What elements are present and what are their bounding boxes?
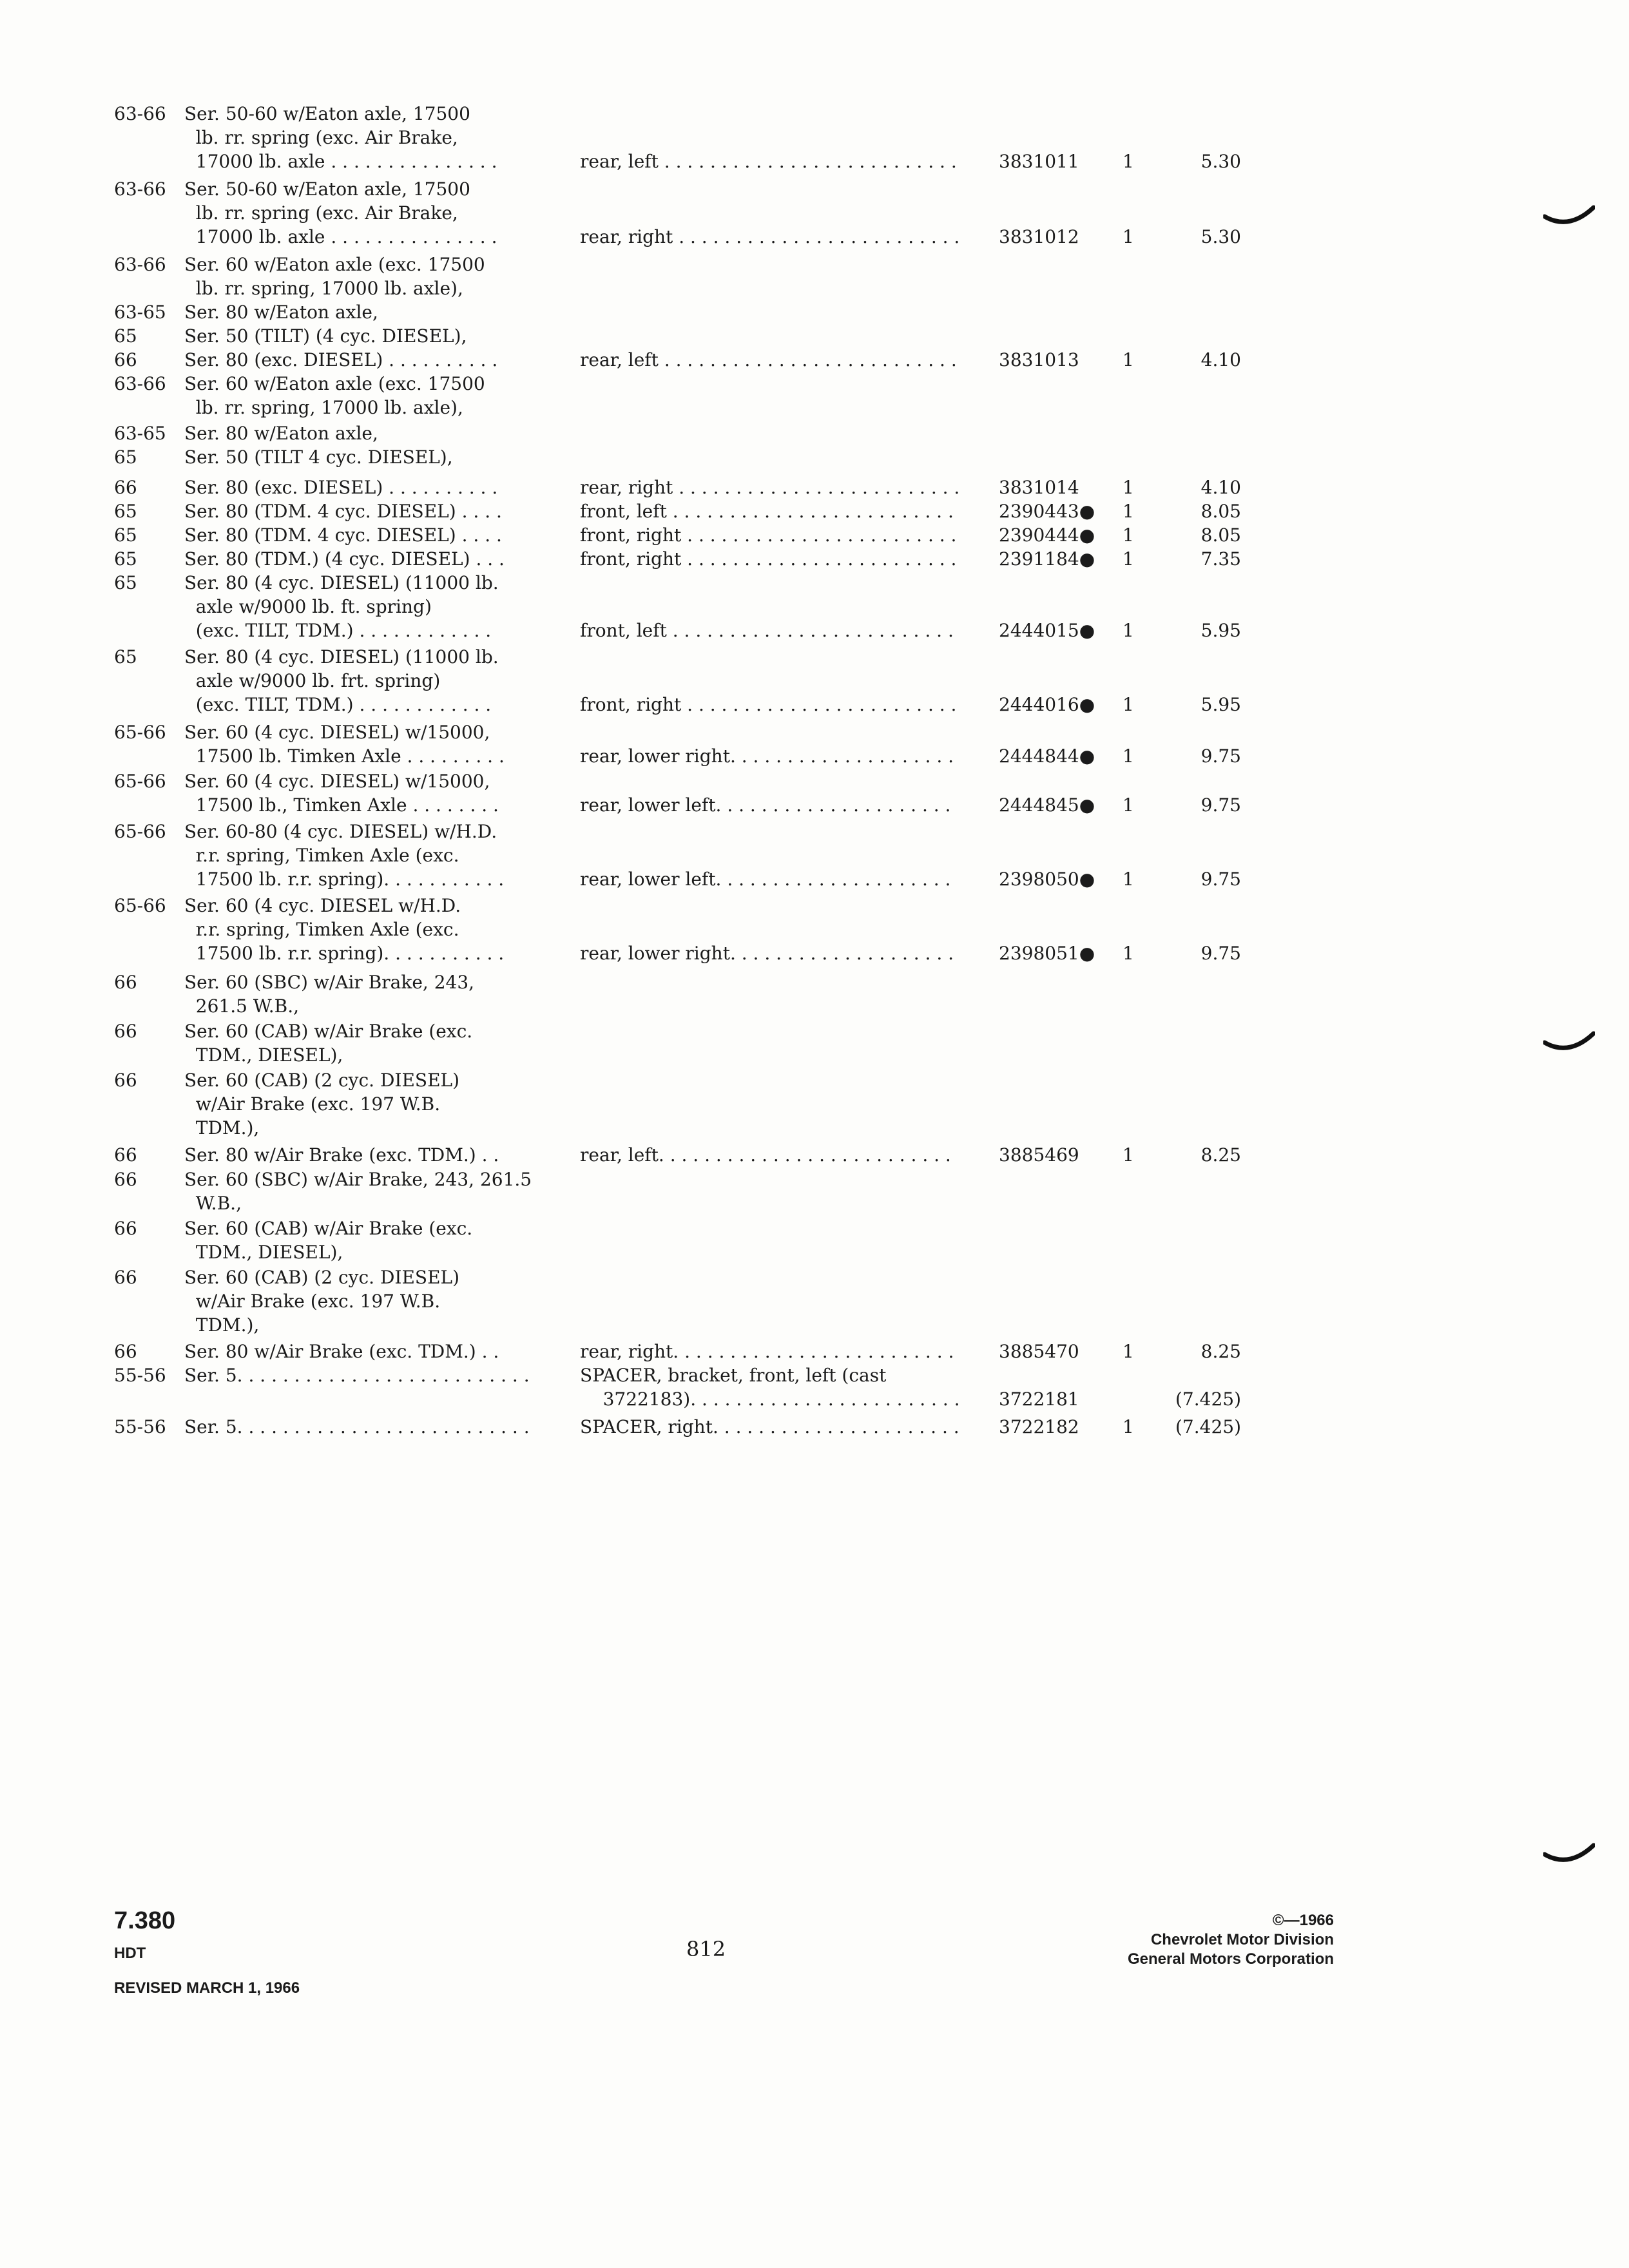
part-number-cell: 2444016● [999, 694, 1095, 715]
description-cell: rear, right . . . . . . . . . . . . . . . . . . . . . . . . . [580, 226, 960, 247]
parts-row [0, 918, 1629, 942]
corporation-name: General Motors Corporation [1127, 1950, 1334, 1968]
application-cell: Ser. 60 w/Eaton axle (exc. 17500 [184, 373, 485, 394]
parts-row [0, 1019, 1629, 1044]
description-cell: SPACER, bracket, front, left (cast [580, 1365, 887, 1386]
parts-row [0, 1387, 1629, 1412]
application-cell: TDM., DIESEL), [184, 1044, 343, 1066]
quantity-cell: 1 [1123, 943, 1134, 964]
part-number-cell: 3885470 [999, 1341, 1079, 1362]
parts-row [0, 253, 1629, 277]
parts-row [0, 372, 1629, 396]
quantity-cell: 1 [1123, 524, 1134, 546]
quantity-cell: 1 [1123, 151, 1134, 172]
catalog-code: HDT [114, 1945, 146, 1962]
parts-row [0, 720, 1629, 745]
year-cell: 66 [114, 1341, 137, 1362]
price-cell: 5.30 [1200, 226, 1241, 247]
part-number-cell: 2444845● [999, 794, 1095, 816]
price-cell: 5.95 [1200, 620, 1241, 641]
application-cell: Ser. 80 (TDM. 4 cyc. DIESEL) . . . . [184, 524, 502, 546]
parts-row [0, 1043, 1629, 1068]
quantity-cell: 1 [1123, 477, 1134, 498]
application-cell: Ser. 80 (TDM.) (4 cyc. DIESEL) . . . [184, 548, 505, 570]
year-cell: 65 [114, 325, 137, 347]
binder-tick-mark [1543, 205, 1595, 231]
application-cell: Ser. 60 (CAB) w/Air Brake (exc. [184, 1218, 473, 1239]
application-cell: axle w/9000 lb. frt. spring) [184, 670, 441, 691]
parts-row [0, 1143, 1629, 1168]
year-cell: 66 [114, 1267, 137, 1288]
application-cell: Ser. 60 (4 cyc. DIESEL w/H.D. [184, 895, 461, 916]
price-cell: 8.05 [1200, 501, 1241, 522]
year-cell: 63-65 [114, 423, 166, 444]
application-cell: lb. rr. spring (exc. Air Brake, [184, 202, 458, 224]
copyright-notice: ©—1966 [1272, 1912, 1334, 1929]
quantity-cell: 1 [1123, 1341, 1134, 1362]
section-number: 7.380 [114, 1907, 176, 1934]
application-cell: Ser. 60 (4 cyc. DIESEL) w/15000, [184, 722, 490, 743]
quantity-cell: 1 [1123, 1416, 1134, 1437]
price-cell: 9.75 [1200, 869, 1241, 890]
parts-row [0, 1240, 1629, 1265]
part-number-cell: 2390444● [999, 524, 1095, 546]
application-cell: lb. rr. spring (exc. Air Brake, [184, 127, 458, 148]
parts-row [0, 126, 1629, 150]
parts-row [0, 476, 1629, 500]
parts-row [0, 1168, 1629, 1192]
part-number-cell: 2444015● [999, 620, 1095, 641]
year-cell: 65 [114, 646, 137, 668]
part-number-cell: 2444844● [999, 745, 1095, 767]
application-cell: w/Air Brake (exc. 197 W.B. [184, 1093, 441, 1115]
parts-row [0, 149, 1629, 174]
parts-row [0, 324, 1629, 349]
description-cell: rear, lower left. . . . . . . . . . . . . . . . . . . . . [580, 794, 951, 816]
parts-row [0, 1191, 1629, 1216]
year-cell: 63-66 [114, 373, 166, 394]
part-number-cell: 3885469 [999, 1144, 1079, 1166]
price-cell: 9.75 [1200, 745, 1241, 767]
year-cell: 63-66 [114, 103, 166, 124]
parts-row [0, 1068, 1629, 1093]
application-cell: Ser. 60 (CAB) w/Air Brake (exc. [184, 1021, 473, 1042]
parts-row [0, 1415, 1629, 1439]
parts-row [0, 1116, 1629, 1140]
application-cell: r.r. spring, Timken Axle (exc. [184, 919, 459, 940]
price-cell: 9.75 [1200, 943, 1241, 964]
parts-row [0, 102, 1629, 126]
application-cell: axle w/9000 lb. ft. spring) [184, 596, 432, 617]
application-cell: 17000 lb. axle . . . . . . . . . . . . . . . [184, 226, 497, 247]
application-cell: Ser. 80 w/Air Brake (exc. TDM.) . . [184, 1341, 499, 1362]
part-number-cell: 2398051● [999, 943, 1095, 964]
application-cell: lb. rr. spring, 17000 lb. axle), [184, 397, 463, 418]
publisher-block [1031, 1911, 1334, 1969]
parts-row [0, 970, 1629, 995]
price-cell: 4.10 [1200, 477, 1241, 498]
price-cell: (7.425) [1175, 1389, 1241, 1410]
parts-row [0, 300, 1629, 325]
part-number-cell: 3722182 [999, 1416, 1079, 1437]
parts-row [0, 1216, 1629, 1241]
application-cell: Ser. 80 w/Eaton axle, [184, 302, 378, 323]
year-cell: 66 [114, 477, 137, 498]
part-number-cell: 3722181 [999, 1389, 1079, 1410]
parts-row [0, 645, 1629, 669]
application-cell: 17500 lb., Timken Axle . . . . . . . . [184, 794, 499, 816]
application-cell: Ser. 50-60 w/Eaton axle, 17500 [184, 178, 470, 200]
year-cell: 63-66 [114, 254, 166, 275]
quantity-cell: 1 [1123, 501, 1134, 522]
parts-row [0, 1289, 1629, 1314]
parts-row [0, 744, 1629, 769]
price-cell: 5.95 [1200, 694, 1241, 715]
application-cell: Ser. 50-60 w/Eaton axle, 17500 [184, 103, 470, 124]
parts-row [0, 225, 1629, 249]
quantity-cell: 1 [1123, 620, 1134, 641]
year-cell: 66 [114, 1218, 137, 1239]
parts-row [0, 1092, 1629, 1117]
part-number-cell: 3831012 [999, 226, 1079, 247]
application-cell: r.r. spring, Timken Axle (exc. [184, 845, 459, 866]
year-cell: 66 [114, 1021, 137, 1042]
price-cell: 5.30 [1200, 151, 1241, 172]
year-cell: 66 [114, 972, 137, 993]
application-cell: Ser. 80 (4 cyc. DIESEL) (11000 lb. [184, 572, 499, 593]
application-cell: 17000 lb. axle . . . . . . . . . . . . . . . [184, 151, 497, 172]
application-cell: Ser. 50 (TILT 4 cyc. DIESEL), [184, 447, 453, 468]
application-cell: 17500 lb. Timken Axle . . . . . . . . . [184, 745, 505, 767]
part-number-cell: 2390443● [999, 501, 1095, 522]
year-cell: 55-56 [114, 1416, 166, 1437]
year-cell: 65-66 [114, 722, 166, 743]
application-cell: Ser. 80 w/Eaton axle, [184, 423, 378, 444]
price-cell: 7.35 [1200, 548, 1241, 570]
year-cell: 66 [114, 349, 137, 370]
description-cell: rear, right. . . . . . . . . . . . . . . . . . . . . . . . . [580, 1341, 954, 1362]
parts-row [0, 941, 1629, 966]
application-cell: W.B., [184, 1193, 242, 1214]
binder-tick-mark [1543, 1843, 1595, 1869]
parts-row [0, 177, 1629, 202]
parts-row [0, 595, 1629, 619]
description-cell: rear, left. . . . . . . . . . . . . . . . . . . . . . . . . . [580, 1144, 951, 1166]
parts-row [0, 1265, 1629, 1290]
parts-row [0, 276, 1629, 301]
year-cell: 65 [114, 524, 137, 546]
application-cell: (exc. TILT, TDM.) . . . . . . . . . . . . [184, 694, 492, 715]
application-cell: Ser. 80 (exc. DIESEL) . . . . . . . . . . [184, 477, 498, 498]
application-cell: Ser. 80 w/Air Brake (exc. TDM.) . . [184, 1144, 499, 1166]
parts-row [0, 547, 1629, 572]
application-cell: TDM.), [184, 1117, 260, 1139]
year-cell: 63-66 [114, 178, 166, 200]
description-cell: rear, lower left. . . . . . . . . . . . . . . . . . . . . [580, 869, 951, 890]
parts-row [0, 1363, 1629, 1388]
year-cell: 65-66 [114, 771, 166, 792]
application-cell: Ser. 80 (4 cyc. DIESEL) (11000 lb. [184, 646, 499, 668]
price-cell: 4.10 [1200, 349, 1241, 370]
description-cell: front, right . . . . . . . . . . . . . . . . . . . . . . . . [580, 694, 957, 715]
description-cell: 3722183). . . . . . . . . . . . . . . . . . . . . . . . [580, 1389, 960, 1410]
parts-row [0, 499, 1629, 524]
application-cell: Ser. 60 (4 cyc. DIESEL) w/15000, [184, 771, 490, 792]
application-cell: (exc. TILT, TDM.) . . . . . . . . . . . . [184, 620, 492, 641]
price-cell: 8.25 [1200, 1341, 1241, 1362]
parts-row [0, 820, 1629, 844]
application-cell: Ser. 80 (TDM. 4 cyc. DIESEL) . . . . [184, 501, 502, 522]
application-cell: 17500 lb. r.r. spring). . . . . . . . . . . [184, 943, 505, 964]
application-cell: TDM., DIESEL), [184, 1242, 343, 1263]
parts-row [0, 571, 1629, 595]
year-cell: 65 [114, 572, 137, 593]
part-number-cell: 3831011 [999, 151, 1079, 172]
price-cell: 8.25 [1200, 1144, 1241, 1166]
year-cell: 65-66 [114, 821, 166, 842]
year-cell: 55-56 [114, 1365, 166, 1386]
year-cell: 66 [114, 1070, 137, 1091]
part-number-cell: 2398050● [999, 869, 1095, 890]
price-cell: 9.75 [1200, 794, 1241, 816]
description-cell: front, right . . . . . . . . . . . . . . . . . . . . . . . . [580, 524, 957, 546]
parts-row [0, 523, 1629, 548]
quantity-cell: 1 [1123, 1144, 1134, 1166]
quantity-cell: 1 [1123, 745, 1134, 767]
parts-row [0, 994, 1629, 1019]
quantity-cell: 1 [1123, 226, 1134, 247]
price-cell: 8.05 [1200, 524, 1241, 546]
price-cell: (7.425) [1175, 1416, 1241, 1437]
description-cell: rear, lower right. . . . . . . . . . . . . . . . . . . . [580, 943, 954, 964]
year-cell: 66 [114, 1169, 137, 1190]
application-cell: Ser. 60 (SBC) w/Air Brake, 243, [184, 972, 475, 993]
revision-date: REVISED MARCH 1, 1966 [114, 1979, 300, 1997]
parts-row [0, 396, 1629, 420]
part-number-cell: 3831014 [999, 477, 1079, 498]
parts-row [0, 669, 1629, 693]
quantity-cell: 1 [1123, 548, 1134, 570]
year-cell: 63-65 [114, 302, 166, 323]
application-cell: lb. rr. spring, 17000 lb. axle), [184, 278, 463, 299]
part-number-cell: 3831013 [999, 349, 1079, 370]
description-cell: SPACER, right. . . . . . . . . . . . . . . . . . . . . . [580, 1416, 959, 1437]
application-cell: Ser. 5. . . . . . . . . . . . . . . . . . . . . . . . . . [184, 1365, 530, 1386]
application-cell: w/Air Brake (exc. 197 W.B. [184, 1291, 441, 1312]
parts-row [0, 793, 1629, 818]
description-cell: rear, left . . . . . . . . . . . . . . . . . . . . . . . . . . [580, 349, 957, 370]
application-cell: Ser. 60 (SBC) w/Air Brake, 243, 261.5 [184, 1169, 532, 1190]
application-cell: Ser. 50 (TILT) (4 cyc. DIESEL), [184, 325, 467, 347]
description-cell: rear, left . . . . . . . . . . . . . . . . . . . . . . . . . . [580, 151, 957, 172]
application-cell: TDM.), [184, 1314, 260, 1336]
parts-row [0, 445, 1629, 470]
parts-row [0, 619, 1629, 643]
description-cell: front, right . . . . . . . . . . . . . . . . . . . . . . . . [580, 548, 957, 570]
application-cell: Ser. 60-80 (4 cyc. DIESEL) w/H.D. [184, 821, 497, 842]
parts-row [0, 201, 1629, 226]
parts-row [0, 769, 1629, 794]
application-cell: Ser. 80 (exc. DIESEL) . . . . . . . . . . [184, 349, 498, 370]
quantity-cell: 1 [1123, 869, 1134, 890]
parts-row [0, 693, 1629, 717]
quantity-cell: 1 [1123, 694, 1134, 715]
application-cell: Ser. 5. . . . . . . . . . . . . . . . . . . . . . . . . . [184, 1416, 530, 1437]
quantity-cell: 1 [1123, 794, 1134, 816]
description-cell: rear, lower right. . . . . . . . . . . . . . . . . . . . [580, 745, 954, 767]
part-number-cell: 2391184● [999, 548, 1095, 570]
application-cell: Ser. 60 (CAB) (2 cyc. DIESEL) [184, 1267, 460, 1288]
parts-row [0, 894, 1629, 918]
quantity-cell: 1 [1123, 349, 1134, 370]
year-cell: 65 [114, 548, 137, 570]
year-cell: 65-66 [114, 895, 166, 916]
parts-row [0, 421, 1629, 446]
application-cell: 17500 lb. r.r. spring). . . . . . . . . . . [184, 869, 505, 890]
parts-row [0, 348, 1629, 372]
year-cell: 65 [114, 501, 137, 522]
parts-row [0, 1340, 1629, 1364]
binder-tick-mark [1543, 1031, 1595, 1057]
application-cell: 261.5 W.B., [184, 995, 300, 1017]
description-cell: rear, right . . . . . . . . . . . . . . . . . . . . . . . . . [580, 477, 960, 498]
year-cell: 66 [114, 1144, 137, 1166]
division-name: Chevrolet Motor Division [1150, 1931, 1334, 1948]
parts-row [0, 843, 1629, 868]
application-cell: Ser. 60 w/Eaton axle (exc. 17500 [184, 254, 485, 275]
year-cell: 65 [114, 447, 137, 468]
description-cell: front, left . . . . . . . . . . . . . . . . . . . . . . . . . [580, 620, 954, 641]
description-cell: front, left . . . . . . . . . . . . . . . . . . . . . . . . . [580, 501, 954, 522]
application-cell: Ser. 60 (CAB) (2 cyc. DIESEL) [184, 1070, 460, 1091]
parts-row [0, 867, 1629, 892]
parts-row [0, 1313, 1629, 1338]
page-number: 812 [686, 1937, 726, 1961]
